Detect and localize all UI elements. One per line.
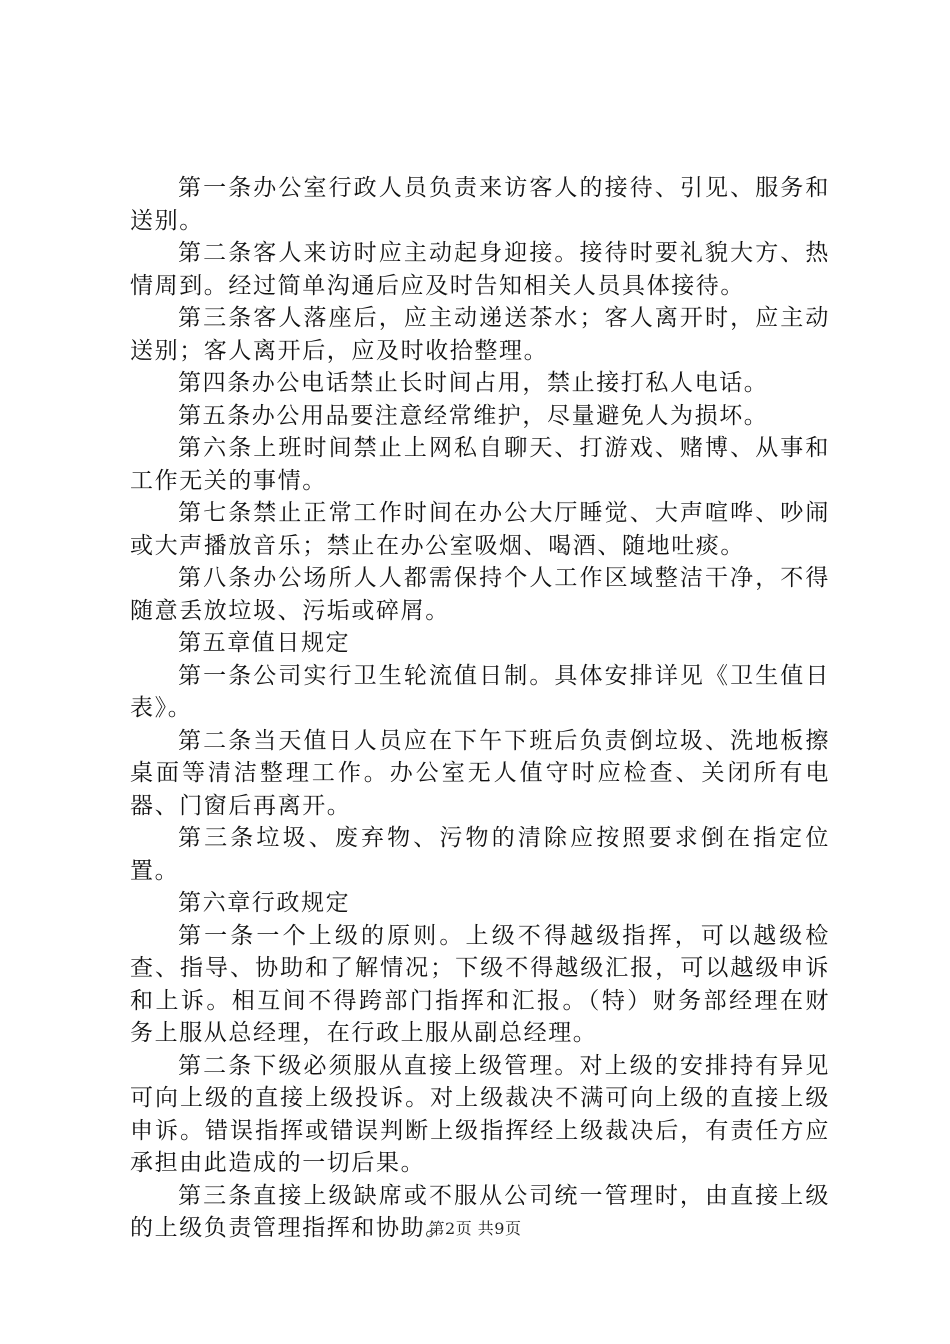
paragraph-article-7: 第七条禁止正常工作时间在办公大厅睡觉、大声喧哗、吵闹或大声播放音乐；禁止在办公室吸烟、喝酒、随地吐痰。 [130, 500, 830, 559]
paragraph-admin-article-1: 第一条一个上级的原则。上级不得越级指挥，可以越级检查、指导、协助和了解情况；下级不得越级汇报，可以越级申诉和上诉。相互间不得跨部门指挥和汇报。（特）财务部经理在财务上服从总经理，在行政上服从副总经理。 [130, 922, 830, 1046]
paragraph-admin-article-2: 第二条下级必须服从直接上级管理。对上级的安排持有异见可向上级的直接上级投诉。对上级裁决不满可向上级的直接上级申诉。错误指挥或错误判断上级指挥经上级裁决后，有责任方应承担由此造成的一切后果。 [130, 1052, 830, 1176]
document-body [130, 172, 830, 1245]
paragraph-admin-article-3: 第三条直接上级缺席或不服从公司统一管理时，由直接上级的上级负责管理指挥和协助。 [130, 1182, 830, 1241]
paragraph-article-4: 第四条办公电话禁止长时间占用，禁止接打私人电话。 [178, 370, 769, 396]
page-footer [0, 1216, 950, 1239]
chapter-heading-duty: 第五章值日规定 [178, 630, 351, 656]
page-number-label: 第2页 共9页 [428, 1219, 522, 1238]
paragraph-article-2: 第二条客人来访时应主动起身迎接。接待时要礼貌大方、热情周到。经过简单沟通后应及时告知相关人员具体接待。 [130, 240, 830, 299]
paragraph-article-8: 第八条办公场所人人都需保持个人工作区域整洁干净，不得随意丢放垃圾、污垢或碎屑。 [130, 565, 830, 624]
paragraph-article-1: 第一条办公室行政人员负责来访客人的接待、引见、服务和送别。 [130, 175, 830, 234]
paragraph-article-3: 第三条客人落座后，应主动递送茶水；客人离开时，应主动送别；客人离开后，应及时收拾整理。 [130, 305, 830, 364]
paragraph-article-5: 第五条办公用品要注意经常维护，尽量避免人为损坏。 [178, 402, 769, 429]
paragraph-duty-article-3: 第三条垃圾、废弃物、污物的清除应按照要求倒在指定位置。 [130, 825, 830, 884]
paragraph-duty-article-1: 第一条公司实行卫生轮流值日制。具体安排详见《卫生值日表》。 [130, 662, 830, 721]
chapter-heading-admin: 第六章行政规定 [178, 890, 351, 916]
paragraph-article-6: 第六条上班时间禁止上网私自聊天、打游戏、赌博、从事和工作无关的事情。 [130, 435, 830, 494]
paragraph-duty-article-2: 第二条当天值日人员应在下午下班后负责倒垃圾、洗地板擦桌面等清洁整理工作。办公室无人值守时应检查、关闭所有电器、门窗后再离开。 [130, 727, 830, 819]
